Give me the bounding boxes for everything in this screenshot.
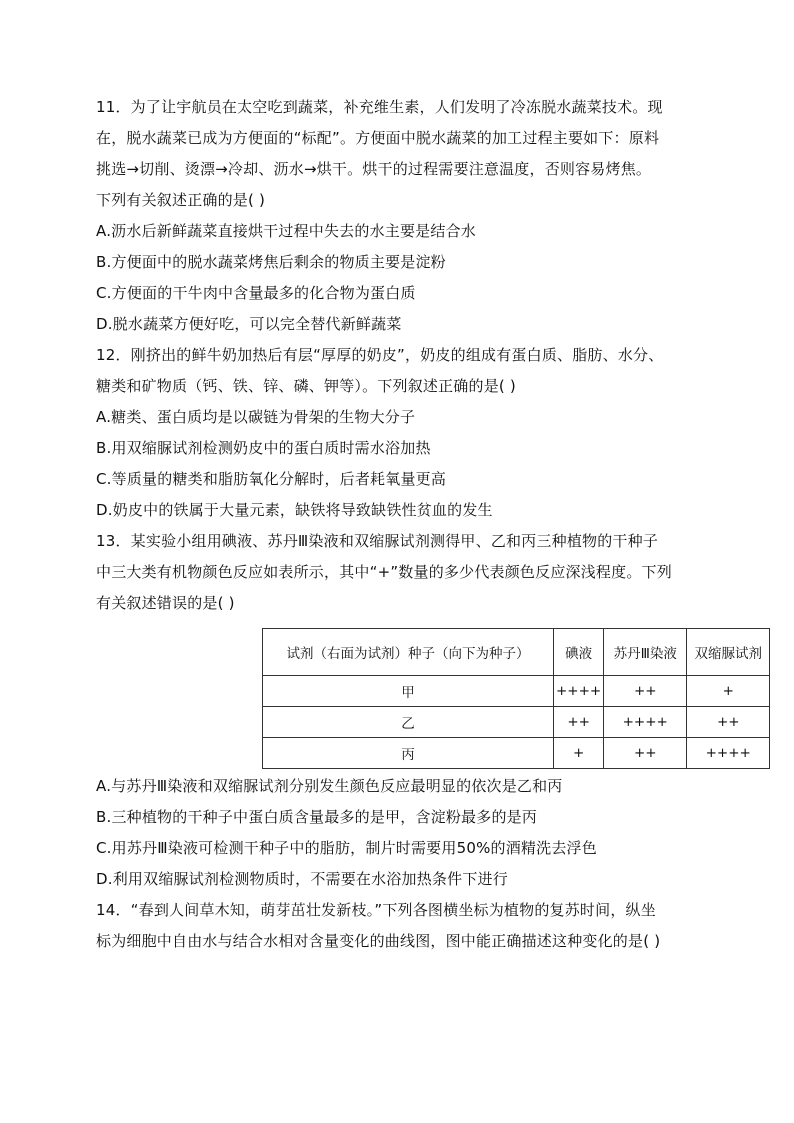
q11-stem-line-1: 11．为了让宇航员在太空吃到蔬菜，补充维生素，人们发明了冷冻脱水蔬菜技术。现 <box>96 98 663 116</box>
table-header-sudan: 苏丹Ⅲ染液 <box>604 629 687 676</box>
q12-option-c: C.等质量的糖类和脂肪氧化分解时，后者耗氧量更高 <box>96 470 447 488</box>
q12-option-d: D.奶皮中的铁属于大量元素，缺铁将导致缺铁性贫血的发生 <box>96 501 493 519</box>
table-cell-seed: 丙 <box>263 738 554 769</box>
table-cell-iodine: ++ <box>554 707 604 738</box>
table-header-corner: 试剂（右面为试剂）种子（向下为种子） <box>263 629 554 676</box>
q11-option-b: B.方便面中的脱水蔬菜烤焦后剩余的物质主要是淀粉 <box>96 253 446 271</box>
q11-stem-line-2: 在，脱水蔬菜已成为方便面的“标配”。方便面中脱水蔬菜的加工过程主要如下：原料 <box>96 129 660 147</box>
table-cell-biuret: + <box>687 676 770 707</box>
table-header-row <box>263 629 770 676</box>
table-header-biuret: 双缩脲试剂 <box>687 629 770 676</box>
q13-stem-line-1: 13．某实验小组用碘液、苏丹Ⅲ染液和双缩脲试剂测得甲、乙和丙三种植物的干种子 <box>96 532 659 550</box>
table-cell-iodine: ++++ <box>554 676 604 707</box>
q13-option-d: D.利用双缩脲试剂检测物质时，不需要在水浴加热条件下进行 <box>96 870 508 888</box>
table-cell-iodine: + <box>554 738 604 769</box>
q14-stem-line-1: 14．“春到人间草木知，萌芽茁壮发新枝。”下列各图横坐标为植物的复苏时间，纵坐 <box>96 901 656 919</box>
table-cell-sudan: ++++ <box>604 707 687 738</box>
q12-option-b: B.用双缩脲试剂检测奶皮中的蛋白质时需水浴加热 <box>96 439 431 457</box>
table-cell-seed: 甲 <box>263 676 554 707</box>
q12-stem-line-1: 12．刚挤出的鲜牛奶加热后有层“厚厚的奶皮”，奶皮的组成有蛋白质、脂肪、水分、 <box>96 346 664 364</box>
q13-stem-line-2: 中三大类有机物颜色反应如表所示，其中“+”数量的多少代表颜色反应深浅程度。下列 <box>96 563 672 581</box>
q11-stem-line-4: 下列有关叙述正确的是( ) <box>96 191 266 209</box>
q11-option-a: A.沥水后新鲜蔬菜直接烘干过程中失去的水主要是结合水 <box>96 222 476 240</box>
q12-stem-line-2: 糖类和矿物质（钙、铁、锌、磷、钾等）。下列叙述正确的是( ) <box>96 377 516 395</box>
q12-option-a: A.糖类、蛋白质均是以碳链为骨架的生物大分子 <box>96 408 416 426</box>
q11-option-c: C.方便面的干牛肉中含量最多的化合物为蛋白质 <box>96 284 416 302</box>
q14-stem-line-2: 标为细胞中自由水与结合水相对含量变化的曲线图，图中能正确描述这种变化的是( ) <box>96 932 661 950</box>
table-row <box>263 676 770 707</box>
table-cell-sudan: ++ <box>604 738 687 769</box>
table-cell-sudan: ++ <box>604 676 687 707</box>
table-header-iodine: 碘液 <box>554 629 604 676</box>
table-cell-biuret: ++++ <box>687 738 770 769</box>
table-row <box>263 707 770 738</box>
q13-option-b: B.三种植物的干种子中蛋白质含量最多的是甲，含淀粉最多的是丙 <box>96 808 538 826</box>
q13-stem-line-3: 有关叙述错误的是( ) <box>96 594 235 612</box>
table-row <box>263 738 770 769</box>
q11-option-d: D.脱水蔬菜方便好吃，可以完全替代新鲜蔬菜 <box>96 315 402 333</box>
reagent-result-table <box>262 628 770 769</box>
table-cell-seed: 乙 <box>263 707 554 738</box>
table-cell-biuret: ++ <box>687 707 770 738</box>
q13-option-c: C.用苏丹Ⅲ染液可检测干种子中的脂肪，制片时需要用50%的酒精洗去浮色 <box>96 839 597 857</box>
q13-option-a: A.与苏丹Ⅲ染液和双缩脲试剂分别发生颜色反应最明显的依次是乙和丙 <box>96 777 563 795</box>
q11-stem-line-3: 挑选→切削、烫漂→冷却、沥水→烘干。烘干的过程需要注意温度，否则容易烤焦。 <box>96 160 652 178</box>
